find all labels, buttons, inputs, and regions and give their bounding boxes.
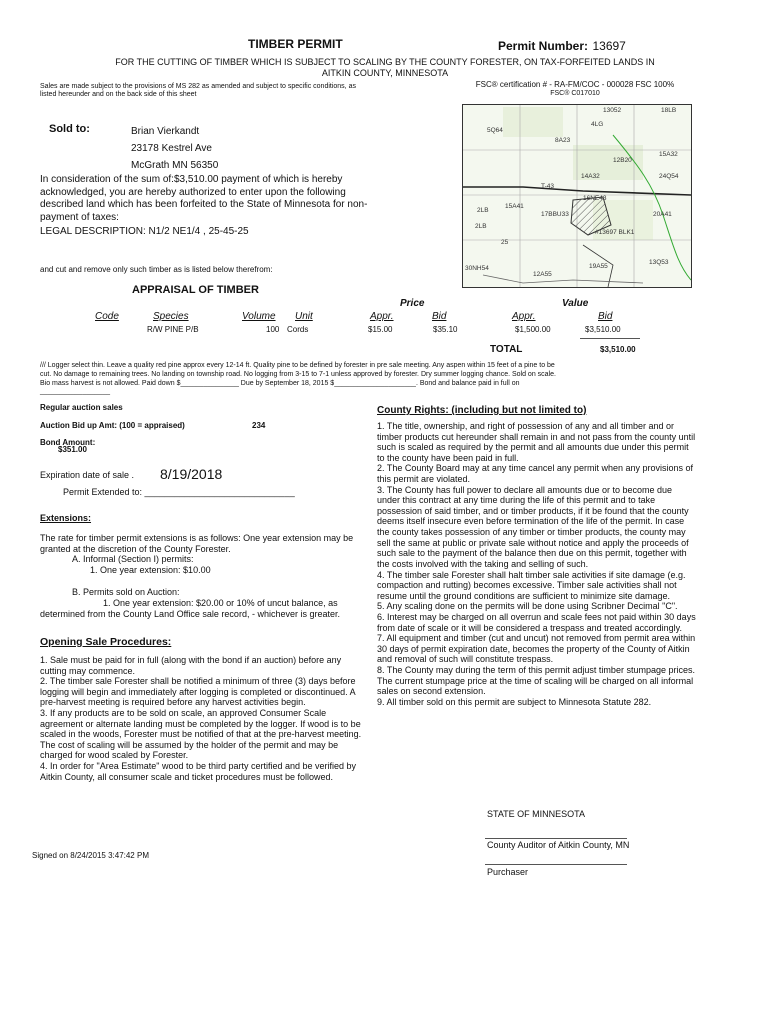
map-label: 14A32 [581, 173, 600, 180]
price-appr-header: Appr. [370, 311, 394, 322]
map-label: 13052 [603, 107, 622, 114]
map-label: 25 [501, 239, 509, 246]
sold-to-label: Sold to: [49, 123, 90, 135]
appraisal-title: APPRAISAL OF TIMBER [132, 284, 259, 296]
map-label: 24Q54 [659, 173, 679, 180]
map-label: 8A23 [555, 137, 571, 144]
row-price-bid: $35.10 [433, 325, 458, 334]
map-label: 12B20 [613, 157, 632, 164]
price-header: Price [400, 298, 425, 309]
row-species: R/W PINE P/B [147, 325, 199, 334]
notes-line4: __________________ [40, 388, 111, 396]
rights-item: 8. The County may during the term of this permit adjust timber stumpage prices. The current stumpage price at the time of scaling will be charged on all informal sales on second extension. [377, 665, 695, 697]
extensions-text [40, 533, 360, 619]
row-value-bid: $3,510.00 [585, 325, 621, 334]
consideration-line4: payment of taxes: [40, 211, 119, 223]
value-appr-header: Appr. [512, 311, 536, 322]
consideration-line1: In consideration of the sum of:$3,510.00 payment of which is hereby [40, 174, 343, 185]
sales-note-line2: listed hereunder and on the back side of this sheet [40, 91, 197, 99]
signed-timestamp: Signed on 8/24/2015 3:47:42 PM [32, 851, 149, 860]
sales-note [40, 83, 356, 100]
rights-item: 5. Any scaling done on the permits will be done using Scribner Decimal "C". [377, 601, 678, 612]
purchaser-label: Purchaser [487, 867, 529, 877]
notes-line3: Bio mass harvest is not allowed. Paid down $_______________ Due by September 18, 2015 $_____________________. Bond and balance paid in full on [40, 379, 520, 387]
parcel-map [462, 104, 692, 288]
permit-number-block [498, 37, 626, 55]
opening-procedures-list [40, 655, 362, 782]
map-label: 16NE43 [583, 195, 607, 202]
row-price-appr: $15.00 [368, 325, 393, 334]
total-label: TOTAL [490, 344, 523, 355]
consideration-text [40, 174, 367, 239]
legal-description: LEGAL DESCRIPTION: N1/2 NE1/4 , 25-45-25 [40, 226, 249, 237]
permit-extended: Permit Extended to: ______________________________ [63, 487, 295, 497]
value-header: Value [562, 298, 589, 309]
permit-number-label: Permit Number: [498, 39, 589, 53]
price-bid-header: Bid [432, 311, 447, 322]
bid-up-value: 234 [252, 421, 266, 430]
row-value-appr: $1,500.00 [515, 325, 551, 334]
subtitle-line2: AITKIN COUNTY, MINNESOTA [321, 67, 449, 78]
map-label: 2LB [477, 207, 489, 214]
map-label: 19A55 [589, 263, 608, 270]
permit-number: 13697 [592, 39, 626, 53]
buyer-address2: McGrath MN 56350 [131, 160, 219, 171]
buyer-address1: 23178 Kestrel Ave [131, 143, 212, 154]
code-header: Code [95, 311, 119, 322]
map-label: #13697 BLK1 [595, 229, 635, 236]
total-value: $3,510.00 [600, 345, 636, 354]
map-label: 15A41 [505, 203, 524, 210]
opening-item: 3. If any products are to be sold on scale, an approved Consumer Scale agreement or alternate landing must be completed by the logger. If wood is to be scaled in the woods, Forester must be notified of that at the pre-harvest meeting. The cost of scaling will be assumed by the holder of the permit and may be charged for wood scaled by Forester. [40, 708, 362, 761]
map-label: 12A55 [533, 271, 552, 278]
subtitle-line1: FOR THE CUTTING OF TIMBER WHICH IS SUBJECT TO SCALING BY THE COUNTY FORESTER, ON TAX-FORFEITED LANDS IN [115, 57, 655, 67]
subtitle [40, 57, 730, 79]
map-label: 17BBU33 [541, 211, 569, 218]
value-bid-header: Bid [598, 311, 613, 322]
bond-value: $351.00 [58, 445, 87, 454]
fsc-line2: FSC® C017010 [550, 90, 600, 97]
state-label: STATE OF MINNESOTA [487, 809, 586, 819]
map-label: 30NH54 [465, 265, 489, 272]
opening-procedures-title: Opening Sale Procedures: [40, 636, 172, 648]
auditor-signature-line [485, 838, 627, 839]
bond-label: Bond Amount: [40, 438, 96, 447]
ext-b1: 1. One year extension: $20.00 or 10% of uncut balance, as determined from the County Land Office sale record, - whichever is greater. [40, 598, 340, 619]
auditor-label: County Auditor of Aitkin County, MN [487, 840, 630, 850]
sales-note-line1: Sales are made subject to the provisions of MS 282 as amended and subject to specific conditions, as [40, 83, 356, 90]
row-unit: Cords [287, 325, 309, 334]
county-rights-title: County Rights: (including but not limited to) [377, 405, 587, 416]
map-label: 15A32 [659, 151, 678, 158]
fsc-line1: FSC® certification # - RA-FM/COC - 000028 FSC 100% [475, 80, 675, 89]
opening-item: 2. The timber sale Forester shall be notified a minimum of three (3) days before logging will begin and immediately after logging is completed or discontinued. A pre-harvest meeting is required before any harvest activities begin. [40, 676, 356, 708]
extensions-title: Extensions: [40, 513, 92, 523]
notes-line2: cut. No damage to remaining trees. No landing on township road. No logging from 3-15 to 7-1 unless approved by forester. Dry summer logging chance. Sold on scale. [40, 370, 556, 378]
bid-up-label: Auction Bid up Amt: (100 = appraised) [40, 421, 185, 430]
species-header: Species [153, 311, 189, 322]
unit-header: Unit [295, 311, 313, 322]
rights-item: 6. Interest may be charged on all overrun and scale fees not paid within 30 days from date of scale or it will be considered a trespass and treated accordingly. [377, 611, 696, 633]
consideration-line2: acknowledged, you are hereby authorized to enter upon the following [40, 186, 346, 198]
ext-a: A. Informal (Section I) permits: [72, 554, 194, 565]
notes-line1: /// Logger select thin. Leave a quality red pine approx every 12-14 ft. Quality pine to be defined by forester in pre sale meeting. Any aspen within 15 feet of a pine to be [40, 362, 555, 369]
buyer-address [131, 123, 218, 174]
document-title: TIMBER PERMIT [248, 37, 343, 51]
cut-remove-text: and cut and remove only such timber as is listed below therefrom: [40, 265, 273, 274]
map-label: 13Q53 [649, 259, 669, 266]
fsc-certification [410, 80, 740, 99]
rights-item: 9. All timber sold on this permit are subject to Minnesota Statute 282. [377, 696, 652, 707]
row-volume: 100 [266, 325, 280, 334]
buyer-name: Brian Vierkandt [131, 126, 200, 137]
rights-item: 3. The County has full power to declare all amounts due or to become due under this contract at any time during the life of this permit and to take possession of said timber, and or timber products, if it be found that the county deems itself insecure even before termination of the life of the permit. In case the county takes possession of any timber or timber products, the county may sell the same at public or private sale without notice and apply the proceeds of such sale to the payment of the balance then due on this permit, together with the costs involved with the taking and selling of such. [377, 484, 689, 569]
ext-b: B. Permits sold on Auction: [72, 587, 180, 598]
regular-auction-label: Regular auction sales [40, 403, 123, 412]
special-conditions [40, 362, 740, 397]
opening-item: 4. In order for "Area Estimate" wood to be third party certified and be verified by Aitkin County, all consumer scale and ticket procedures must be followed. [40, 761, 357, 782]
county-rights-list [377, 421, 697, 707]
rights-item: 2. The County Board may at any time cancel any permit when any provisions of this permit are violated. [377, 463, 693, 485]
map-label: T-43 [541, 183, 555, 190]
map-label: 2LB [475, 223, 487, 230]
rights-item: 7. All equipment and timber (cut and uncut) not removed from permit area within 30 days of permit expiration date, becomes the property of the County of Aitkin and removal of such will constitute trespass. [377, 633, 696, 665]
ext-a1: 1. One year extension: $10.00 [90, 564, 211, 575]
rights-item: 4. The timber sale Forester shall halt timber sale activities if site damage (e.g. compaction and rutting) becomes excessive. Timber sale activities shall not resume until the ground conditions are sufficient to minimize site damage. [377, 569, 686, 601]
map-label: 20A41 [653, 211, 672, 218]
map-label: 5Q64 [487, 127, 503, 134]
expiration-label: Expiration date of sale . [40, 470, 135, 480]
ext-paragraph: The rate for timber permit extensions is as follows: One year extension may be granted at the discretion of the County Forester. [40, 533, 354, 554]
total-rule [580, 338, 640, 339]
rights-item: 1. The title, ownership, and right of possession of any and all timber and or timber products cut hereunder shall remain in and not pass from the county until such is scaled as required by the permit and all amounts due under this permit to the county have been paid in full. [377, 421, 696, 463]
opening-item: 1. Sale must be paid for in full (along with the bond if an auction) before any cutting may commence. [40, 655, 342, 676]
expiration-date: 8/19/2018 [160, 466, 223, 482]
volume-header: Volume [242, 311, 276, 322]
map-label: 4LG [591, 121, 604, 128]
map-label: 18LB [661, 107, 677, 114]
purchaser-signature-line [485, 864, 627, 865]
consideration-line3: described land which has been forfeited to the State of Minnesota for non- [40, 199, 368, 210]
